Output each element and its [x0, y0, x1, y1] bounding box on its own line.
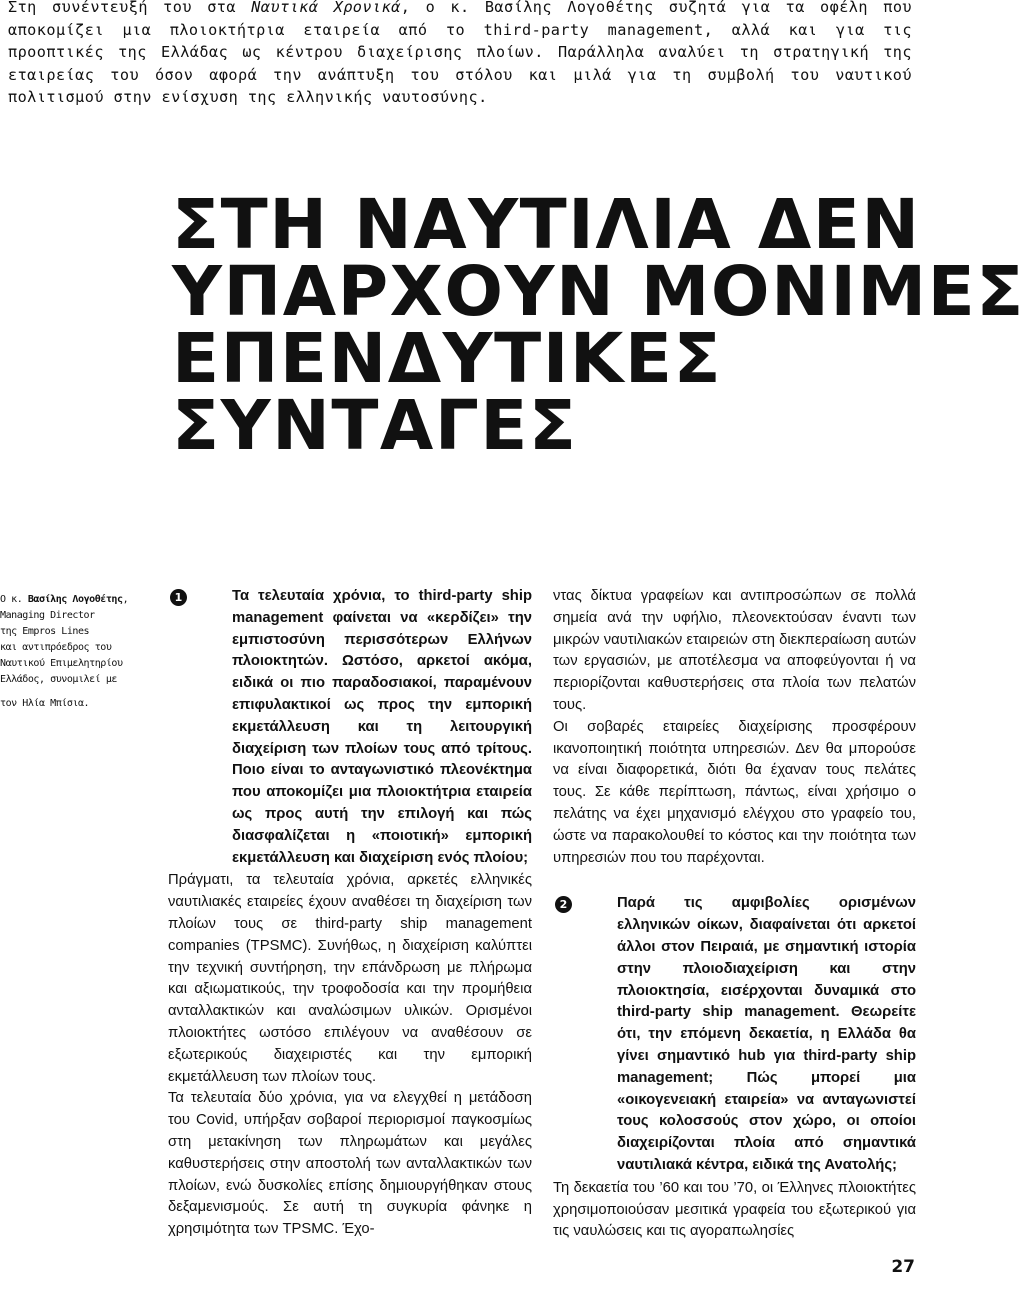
answer-1-paragraph-1: Πράγματι, τα τελευταία χρόνια, αρκετές ελληνικές ναυτιλιακές εταιρείες έχουν αναθέσει τη διαχείριση των πλοίων τους σε third-party ship management companies (TPSMC). Συνήθως, η διαχείριση καλύπτει την τεχνική συντήρηση, την επάνδρωση με πλήρωμα και αξιωματικούς, την τροφοδοσία και την προμήθεια ανταλλακτικών και αναλώσιμων υλικών. Ορισμένοι πλοιοκτήτες ωστόσο επιλέγουν να αναθέσουν σε εξωτερικούς διαχειριστές και την εμπορική εκμετάλλευση των πλοίων τους. [168, 872, 532, 1085]
interviewee-name: Βασίλης Λογοθέτης [27, 594, 123, 605]
answer-1-paragraph-3: ντας δίκτυα γραφείων και αντιπροσώπων σε πολλά σημεία ανά την υφήλιο, πλεονεκτούσαν έναντι των μικρών ναυτιλιακών εταιρειών στη διεκπεραίωση αυτών των εργασιών, με αποτέλεσμα να αποφεύγονται ή να περιορίζονται καθυστερήσεις στα πλοία των πελατών τους. [553, 588, 916, 713]
caption-line-3: της Empros Lines [0, 626, 90, 637]
text-column-2 [553, 586, 916, 1243]
text-column-1 [168, 586, 532, 1241]
title-line-2: ΥΠΑΡΧΟΥΝ ΜΟΝΙΜΕΣ [172, 252, 1025, 332]
caption-line-6: Ελλάδος, συνομιλεί με [0, 674, 117, 685]
page-number: 27 [891, 1257, 915, 1277]
question-2-text: Παρά τις αμφιβολίες ορισμένων ελληνικών οίκων, διαφαίνεται ότι αρκετοί άλλοι στον Πειραιά, με σημαντική ιστορία στην πλοιοδιαχείριση και στην πλοιοκτησία, εισέρχονται δυναμικά στο third-party ship management. Θεωρείτε ότι, την επόμενη δεκαετία, η Ελλάδα θα γίνει σημαντικό hub για third-party ship management; Πώς μπορεί μια «οικογενειακή εταιρεία» να ανταγωνιστεί τους κολοσσούς στον χώρο, οι οποίοι διαχειρίζονται πλοία από σημαντικά ναυτιλιακά κέντρα, ειδικά της Ανατολής; [617, 895, 916, 1173]
interviewee-caption [0, 592, 160, 712]
caption-line-2: Managing Director [0, 610, 95, 621]
intro-paragraph [8, 0, 912, 109]
caption-line-7: τον Ηλία Μπίσια. [0, 698, 90, 709]
caption-line-4: και αντιπρόεδρος του [0, 642, 112, 653]
question-number-badge: 2 [555, 896, 572, 913]
caption-comma: , [122, 594, 129, 605]
intro-part2: , ο κ. Βασίλης Λογοθέτης συζητά για τα οφέλη που αποκομίζει μια πλοιοκτήτρια εταιρεία από το third-party management, αλλά και για τις προοπτικές της Ελλάδας ως κέντρου διαχείρισης πλοίων. Παράλληλα αναλύει τη στρατηγική της εταιρείας του όσον αφορά την ανάπτυξη του στόλου και μιλά για τη συμβολή του ναυτικού πολιτισμού στην ενίσχυση της ελληνικής ναυτοσύνης. [8, 0, 913, 106]
caption-line-1 [0, 594, 128, 605]
magazine-name: Ναυτικά Χρονικά [251, 0, 401, 16]
question-1 [168, 586, 532, 869]
question-2 [553, 893, 916, 1176]
question-number-badge: 1 [170, 589, 187, 606]
caption-line-5: Ναυτικού Επιμελητηρίου [0, 658, 123, 669]
answer-1-paragraph-2: Τα τελευταία δύο χρόνια, για να ελεγχθεί η μετάδοση του Covid, υπήρξαν σοβαροί περιορισμοί παγκοσμίως στη μετακίνηση των πληρωμάτων και μεγάλες καθυστερήσεις στην αποστολή των ανταλλακτικών των πλοίων, ενώ δυσκολίες επίσης δημιουργήθηκαν στους δεξαμενισμούς. Σε αυτή τη συγκυρία φάνηκε η χρησιμότητα των TPSMC. Έχο- [168, 1090, 532, 1238]
title-line-3: ΕΠΕΝΔΥΤΙΚΕΣ [172, 319, 723, 399]
caption-prefix: Ο κ. [0, 594, 28, 605]
article-title [172, 185, 1025, 466]
answer-1-paragraph-4: Οι σοβαρές εταιρείες διαχείρισης προσφέρουν ικανοποιητική ποιότητα υπηρεσιών. Δεν θα μπορούσε να είναι διαφορετικά, διότι θα έχαναν τους πελάτες τους. Σε κάθε περίπτωση, πάντως, είναι χρήσιμο ο πελάτης να έχει μηχανισμό ελέγχου στο γραφείο του, ώστε να παρακολουθεί το κόστος και την ποιότητα των υπηρεσιών που του παρέχονται. [553, 718, 916, 866]
question-1-text: Τα τελευταία χρόνια, το third-party ship management φαίνεται να «κερδίζει» την εμπιστοσύνη περισσότερων Ελλήνων πλοιοκτητών. Ωστόσο, αρκετοί ακόμα, ειδικά οι πιο παραδοσιακοί, παραμένουν επιφυλακτικοί ως προς την εμπορική εκμετάλλευση και τη λειτουργική διαχείριση των πλοίων τους από τρίτους. Ποιο είναι το ανταγωνιστικό πλεονέκτημα που αποκομίζει μια πλοιοκτήτρια εταιρεία ως προς αυτή την επιλογή και πώς διασφαλίζεται η «ποιοτική» εμπορική εκμετάλλευση και διαχείριση ενός πλοίου; [232, 588, 532, 866]
title-line-4: ΣΥΝΤΑΓΕΣ [172, 386, 578, 466]
answer-2-paragraph-1: Τη δεκαετία του ’60 και του ’70, οι Έλληνες πλοιοκτήτες χρησιμοποιούσαν μεσιτικά γραφεία του εξωτερικού για τις ναυλώσεις και τις αγοραπωλησίες [553, 1179, 916, 1240]
intro-part1: Στη συνέντευξή του στα [8, 0, 252, 16]
title-line-1: ΣΤΗ ΝΑΥΤΙΛΙΑ ΔΕΝ [172, 185, 921, 265]
